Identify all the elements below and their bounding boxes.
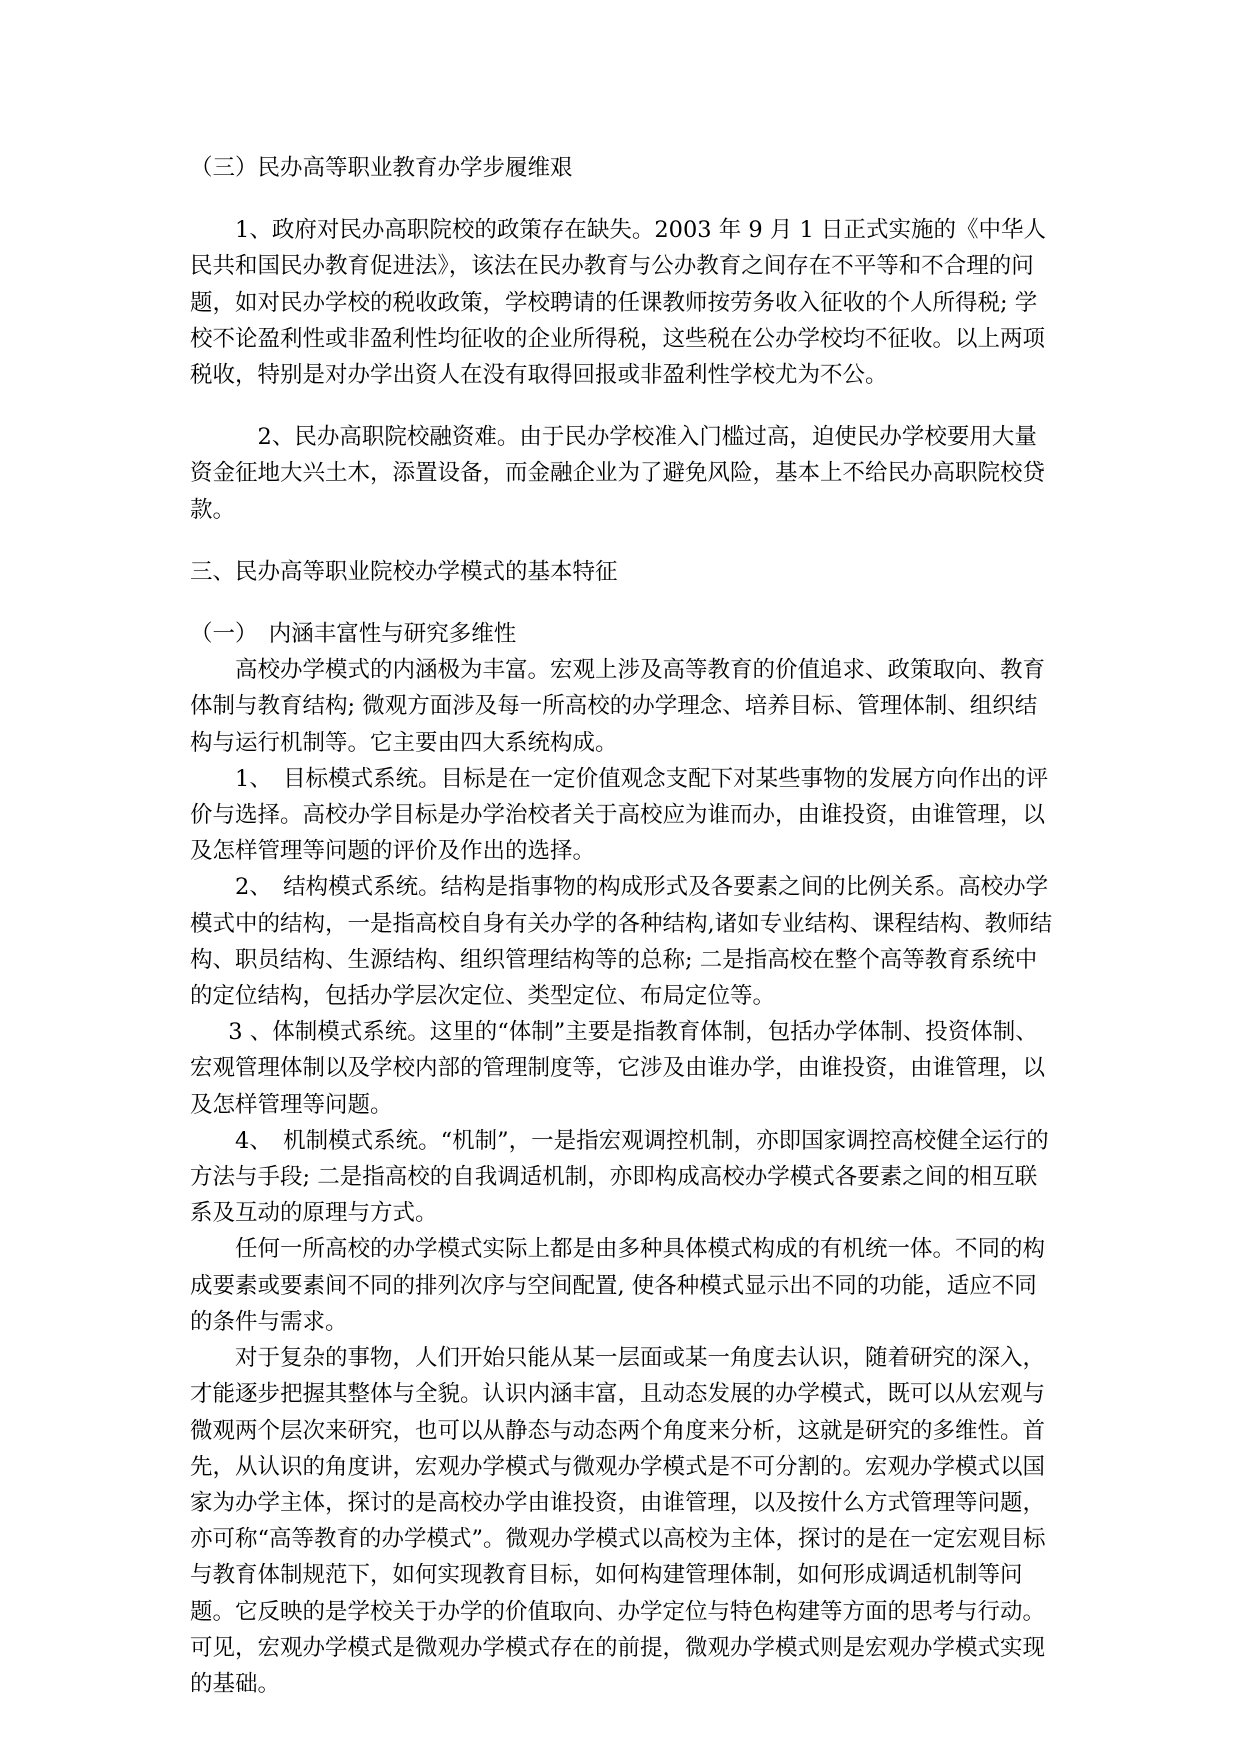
document-page [190, 150, 1055, 1702]
paragraph-multidimensional-research: 对于复杂的事物，人们开始只能从某一层面或某一角度去认识，随着研究的深入，才能逐步把握其整体与全貌。认识内涵丰富，且动态发展的办学模式，既可以从宏观与微观两个层次来研究，也可以从静态与动态两个角度来分析，这就是研究的多维性。首先，从认识的角度讲，宏观办学模式与微观办学模式是不可分割的。宏观办学模式以国家为办学主体，探讨的是高校办学由谁投资，由谁管理，以及按什么方式管理等问题，亦可称“高等教育的办学模式”。微观办学模式以高校为主体，探讨的是在一定宏观目标与教育体制规范下，如何实现教育目标，如何构建管理体制，如何形成调适机制等问题。它反映的是学校关于办学的价值取向、办学定位与特色构建等方面的思考与行动。可见，宏观办学模式是微观办学模式存在的前提，微观办学模式则是宏观办学模式实现的基础。 [190, 1345, 1046, 1697]
paragraph-policy-gap: 1、政府对民办高职院校的政策存在缺失。2003 年 9 月 1 日正式实施的《中华人民共和国民办教育促进法》，该法在民办教育与公办教育之间存在不平等和不合理的问题，如对民办学校的税收政策，学校聘请的任课教师按劳务收入征收的个人所得税; 学校不论盈利性或非盈利性均征收的企业所得税，这些税在公办学校均不征收。以上两项税收，特别是对办学出资人在没有取得回报或非盈利性学校尤为不公。 [190, 217, 1046, 389]
paragraph-system-model: 3 、体制模式系统。这里的“体制”主要是指教育体制，包括办学体制、投资体制、宏观管理体制以及学校内部的管理制度等，它涉及由谁办学，由谁投资，由谁管理，以及怎样管理等问题。 [190, 1019, 1046, 1118]
paragraph-goal-model: 1、 目标模式系统。目标是在一定价值观念支配下对某些事物的发展方向作出的评价与选择。高校办学目标是办学治校者关于高校应为谁而办，由谁投资，由谁管理，以及怎样管理等问题的评价及作出的选择。 [190, 765, 1049, 865]
paragraph-organic-unity: 任何一所高校的办学模式实际上都是由多种具体模式构成的有机统一体。不同的构成要素或要素间不同的排列次序与空间配置, 使各种模式显示出不同的功能，适应不同的条件与需求。 [190, 1236, 1046, 1335]
subheading: （一） 内涵丰富性与研究多维性 [190, 621, 517, 648]
paragraph-financing-difficulty: 2、民办高职院校融资难。由于民办学校准入门槛过高，迫使民办学校要用大量资金征地大兴土木，添置设备，而金融企业为了避免风险，基本上不给民办高职院校贷款。 [190, 424, 1046, 523]
section-heading: （三）民办高等职业教育办学步履维艰 [190, 155, 573, 181]
main-heading: 三、民办高等职业院校办学模式的基本特征 [190, 558, 618, 585]
paragraph-connotation: 高校办学模式的内涵极为丰富。宏观上涉及高等教育的价值追求、政策取向、教育体制与教育结构; 微观方面涉及每一所高校的办学理念、培养目标、管理体制、组织结构与运行机制等。它主要由四大系统构成。 [190, 657, 1046, 756]
paragraph-mechanism-model: 4、 机制模式系统。“机制”，一是指宏观调控机制，亦即国家调控高校健全运行的方法与手段; 二是指高校的自我调适机制，亦即构成高校办学模式各要素之间的相互联系及互动的原理与方式。 [190, 1127, 1049, 1227]
paragraph-structure-model: 2、 结构模式系统。结构是指事物的构成形式及各要素之间的比例关系。高校办学模式中的结构，一是指高校自身有关办学的各种结构,诸如专业结构、课程结构、教师结构、职员结构、生源结构、组织管理结构等的总称; 二是指高校在整个高等教育系统中的定位结构，包括办学层次定位、类型定位、布局定位等。 [190, 874, 1053, 1010]
